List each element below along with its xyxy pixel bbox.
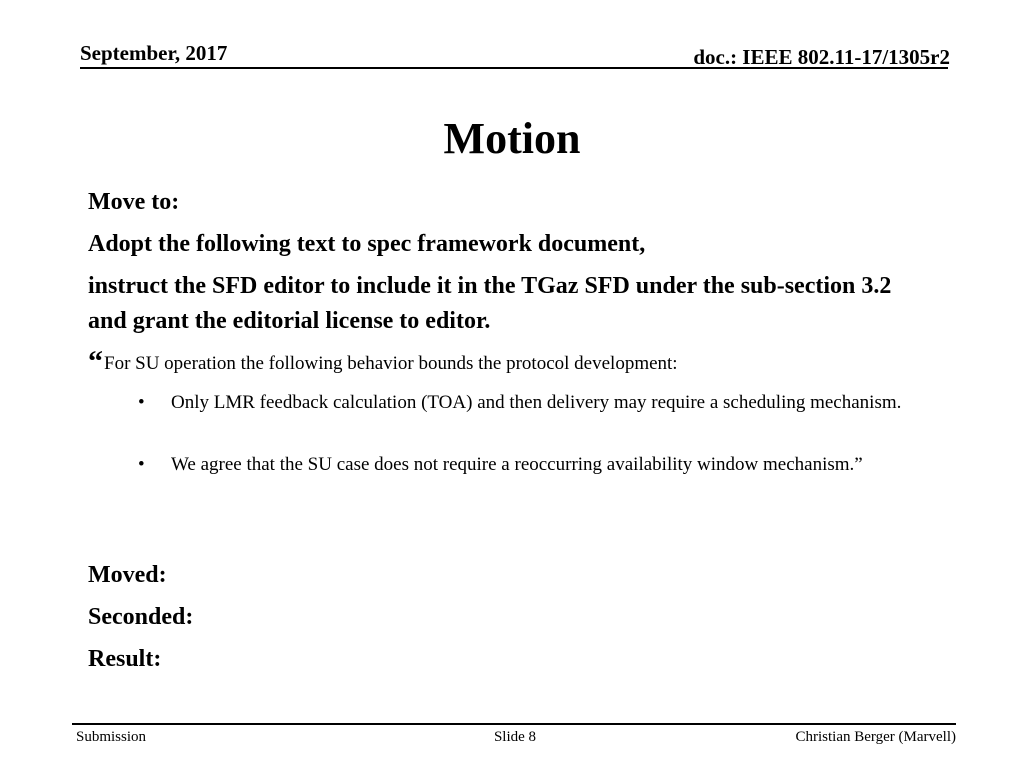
header-doc-id: doc.: IEEE 802.11-17/1305r2 bbox=[693, 45, 950, 69]
open-quote-mark: “ bbox=[88, 345, 103, 378]
bullet-icon: • bbox=[138, 392, 145, 413]
move-to-label: Move to: bbox=[88, 189, 180, 215]
slide-title: Motion bbox=[443, 114, 581, 163]
footer-divider bbox=[72, 723, 956, 725]
bullet-text: We agree that the SU case does not require a reoccurring availability window mechanism.” bbox=[171, 454, 863, 475]
adopt-text: Adopt the following text to spec framework document, bbox=[88, 231, 646, 257]
bullet-text: Only LMR feedback calculation (TOA) and then delivery may require a scheduling mechanism. bbox=[171, 392, 902, 413]
instruct-text: instruct the SFD editor to include it in the TGaz SFD under the sub-section 3.2 and grant the editorial license to editor. bbox=[88, 273, 892, 334]
moved-label: Moved: bbox=[88, 562, 167, 588]
bullet-item bbox=[138, 451, 938, 479]
bullet-icon: • bbox=[138, 454, 145, 475]
bullet-item bbox=[138, 389, 938, 417]
seconded-label: Seconded: bbox=[88, 604, 194, 630]
header-divider bbox=[80, 67, 948, 69]
quote-intro-text: For SU operation the following behavior bounds the protocol development: bbox=[104, 353, 678, 374]
footer-slide-number: Slide 8 bbox=[493, 729, 537, 745]
header-date: September, 2017 bbox=[80, 41, 228, 65]
footer-submission: Submission bbox=[76, 729, 147, 745]
quoted-text-intro bbox=[88, 345, 678, 378]
footer-author: Christian Berger (Marvell) bbox=[795, 729, 956, 745]
result-label: Result: bbox=[88, 646, 162, 672]
